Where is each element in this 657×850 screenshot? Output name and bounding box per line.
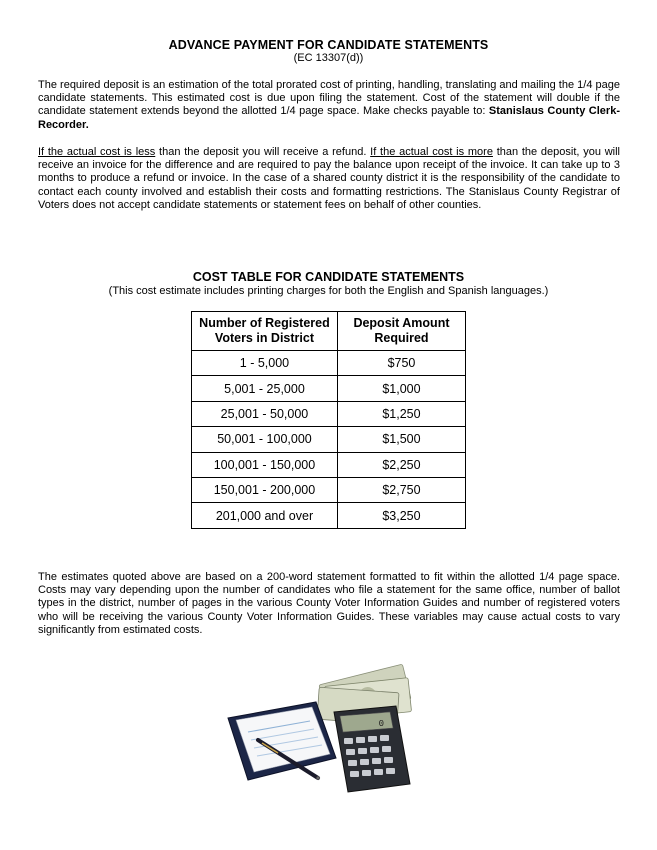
- page-title: ADVANCE PAYMENT FOR CANDIDATE STATEMENTS: [168, 38, 489, 52]
- deposit-cell: $2,750: [337, 477, 465, 502]
- table-row: [192, 452, 466, 477]
- deposit-column-header: Deposit Amount Required: [337, 312, 465, 351]
- table-row: [192, 351, 466, 376]
- voters-cell: 1 - 5,000: [192, 351, 338, 376]
- table-row: [192, 376, 466, 401]
- calculator-display: 0: [378, 719, 384, 729]
- voters-cell: 5,001 - 25,000: [192, 376, 338, 401]
- refund-less-text: than the deposit you will receive a refund.: [155, 146, 371, 158]
- table-row: [192, 503, 466, 528]
- deposit-text: The required deposit is an estimation of the total prorated cost of printing, handling, translating and mailing the 1/4 page candidate statements. This estimated cost is due upon filing the statement. Cost of the statement will double if the candidate statement extends beyond the allotted 1/4 page space. Make checks payable to:: [38, 79, 620, 118]
- voters-column-header: Number of Registered Voters in District: [192, 312, 338, 351]
- checkbook-money-calculator-illustration: [218, 660, 418, 800]
- deposit-cell: $2,250: [337, 452, 465, 477]
- voters-cell: 25,001 - 50,000: [192, 401, 338, 426]
- refund-less-phrase: If the actual cost is less: [38, 146, 156, 158]
- table-header-row: [192, 312, 466, 351]
- refund-more-text: than the deposit, you will receive an invoice for the difference and are required to pay the balance upon receipt of the invoice. It can take up to 3 months to produce a refund or invoice. In the case of a shared county district it is the responsibility of the candidate to contact each county involved and establish their costs and formatting restrictions. The Stanislaus County Registrar of Voters does not accept candidate statements or statement fees on behalf of other counties.: [38, 146, 621, 211]
- voters-cell: 201,000 and over: [192, 503, 338, 528]
- table-row: [192, 401, 466, 426]
- refund-paragraph: [38, 146, 620, 212]
- cost-table-subtitle: (This cost estimate includes printing charges for both the English and Spanish languages.): [108, 285, 549, 297]
- cost-table-title: COST TABLE FOR CANDIDATE STATEMENTS: [192, 270, 465, 284]
- estimates-paragraph: The estimates quoted above are based on a 200-word statement formatted to fit within the allotted 1/4 page space. Costs may vary depending upon the number of candidates who file a statement for the same office, number of ballot types in the district, number of pages in the various County Voter Information Guides and number of registered voters who will be receiving the various County Voter Information Guides. These variables may cause actual costs to vary significantly from estimated costs.: [38, 571, 620, 636]
- refund-more-phrase: If the actual cost is more: [370, 146, 493, 158]
- calculator-icon: [334, 706, 410, 792]
- election-code-reference: (EC 13307(d)): [293, 52, 364, 64]
- checkbook-icon: [228, 702, 336, 780]
- deposit-cell: $1,500: [337, 427, 465, 452]
- cost-table: [191, 311, 466, 529]
- voters-cell: 100,001 - 150,000: [192, 452, 338, 477]
- deposit-cell: $3,250: [337, 503, 465, 528]
- deposit-cell: $750: [337, 351, 465, 376]
- payable-to: Stanislaus County Clerk-Recorder.: [38, 105, 620, 131]
- deposit-cell: $1,000: [337, 376, 465, 401]
- deposit-cell: $1,250: [337, 401, 465, 426]
- deposit-paragraph: [38, 79, 620, 132]
- voters-cell: 50,001 - 100,000: [192, 427, 338, 452]
- table-row: [192, 477, 466, 502]
- table-row: [192, 427, 466, 452]
- voters-cell: 150,001 - 200,000: [192, 477, 338, 502]
